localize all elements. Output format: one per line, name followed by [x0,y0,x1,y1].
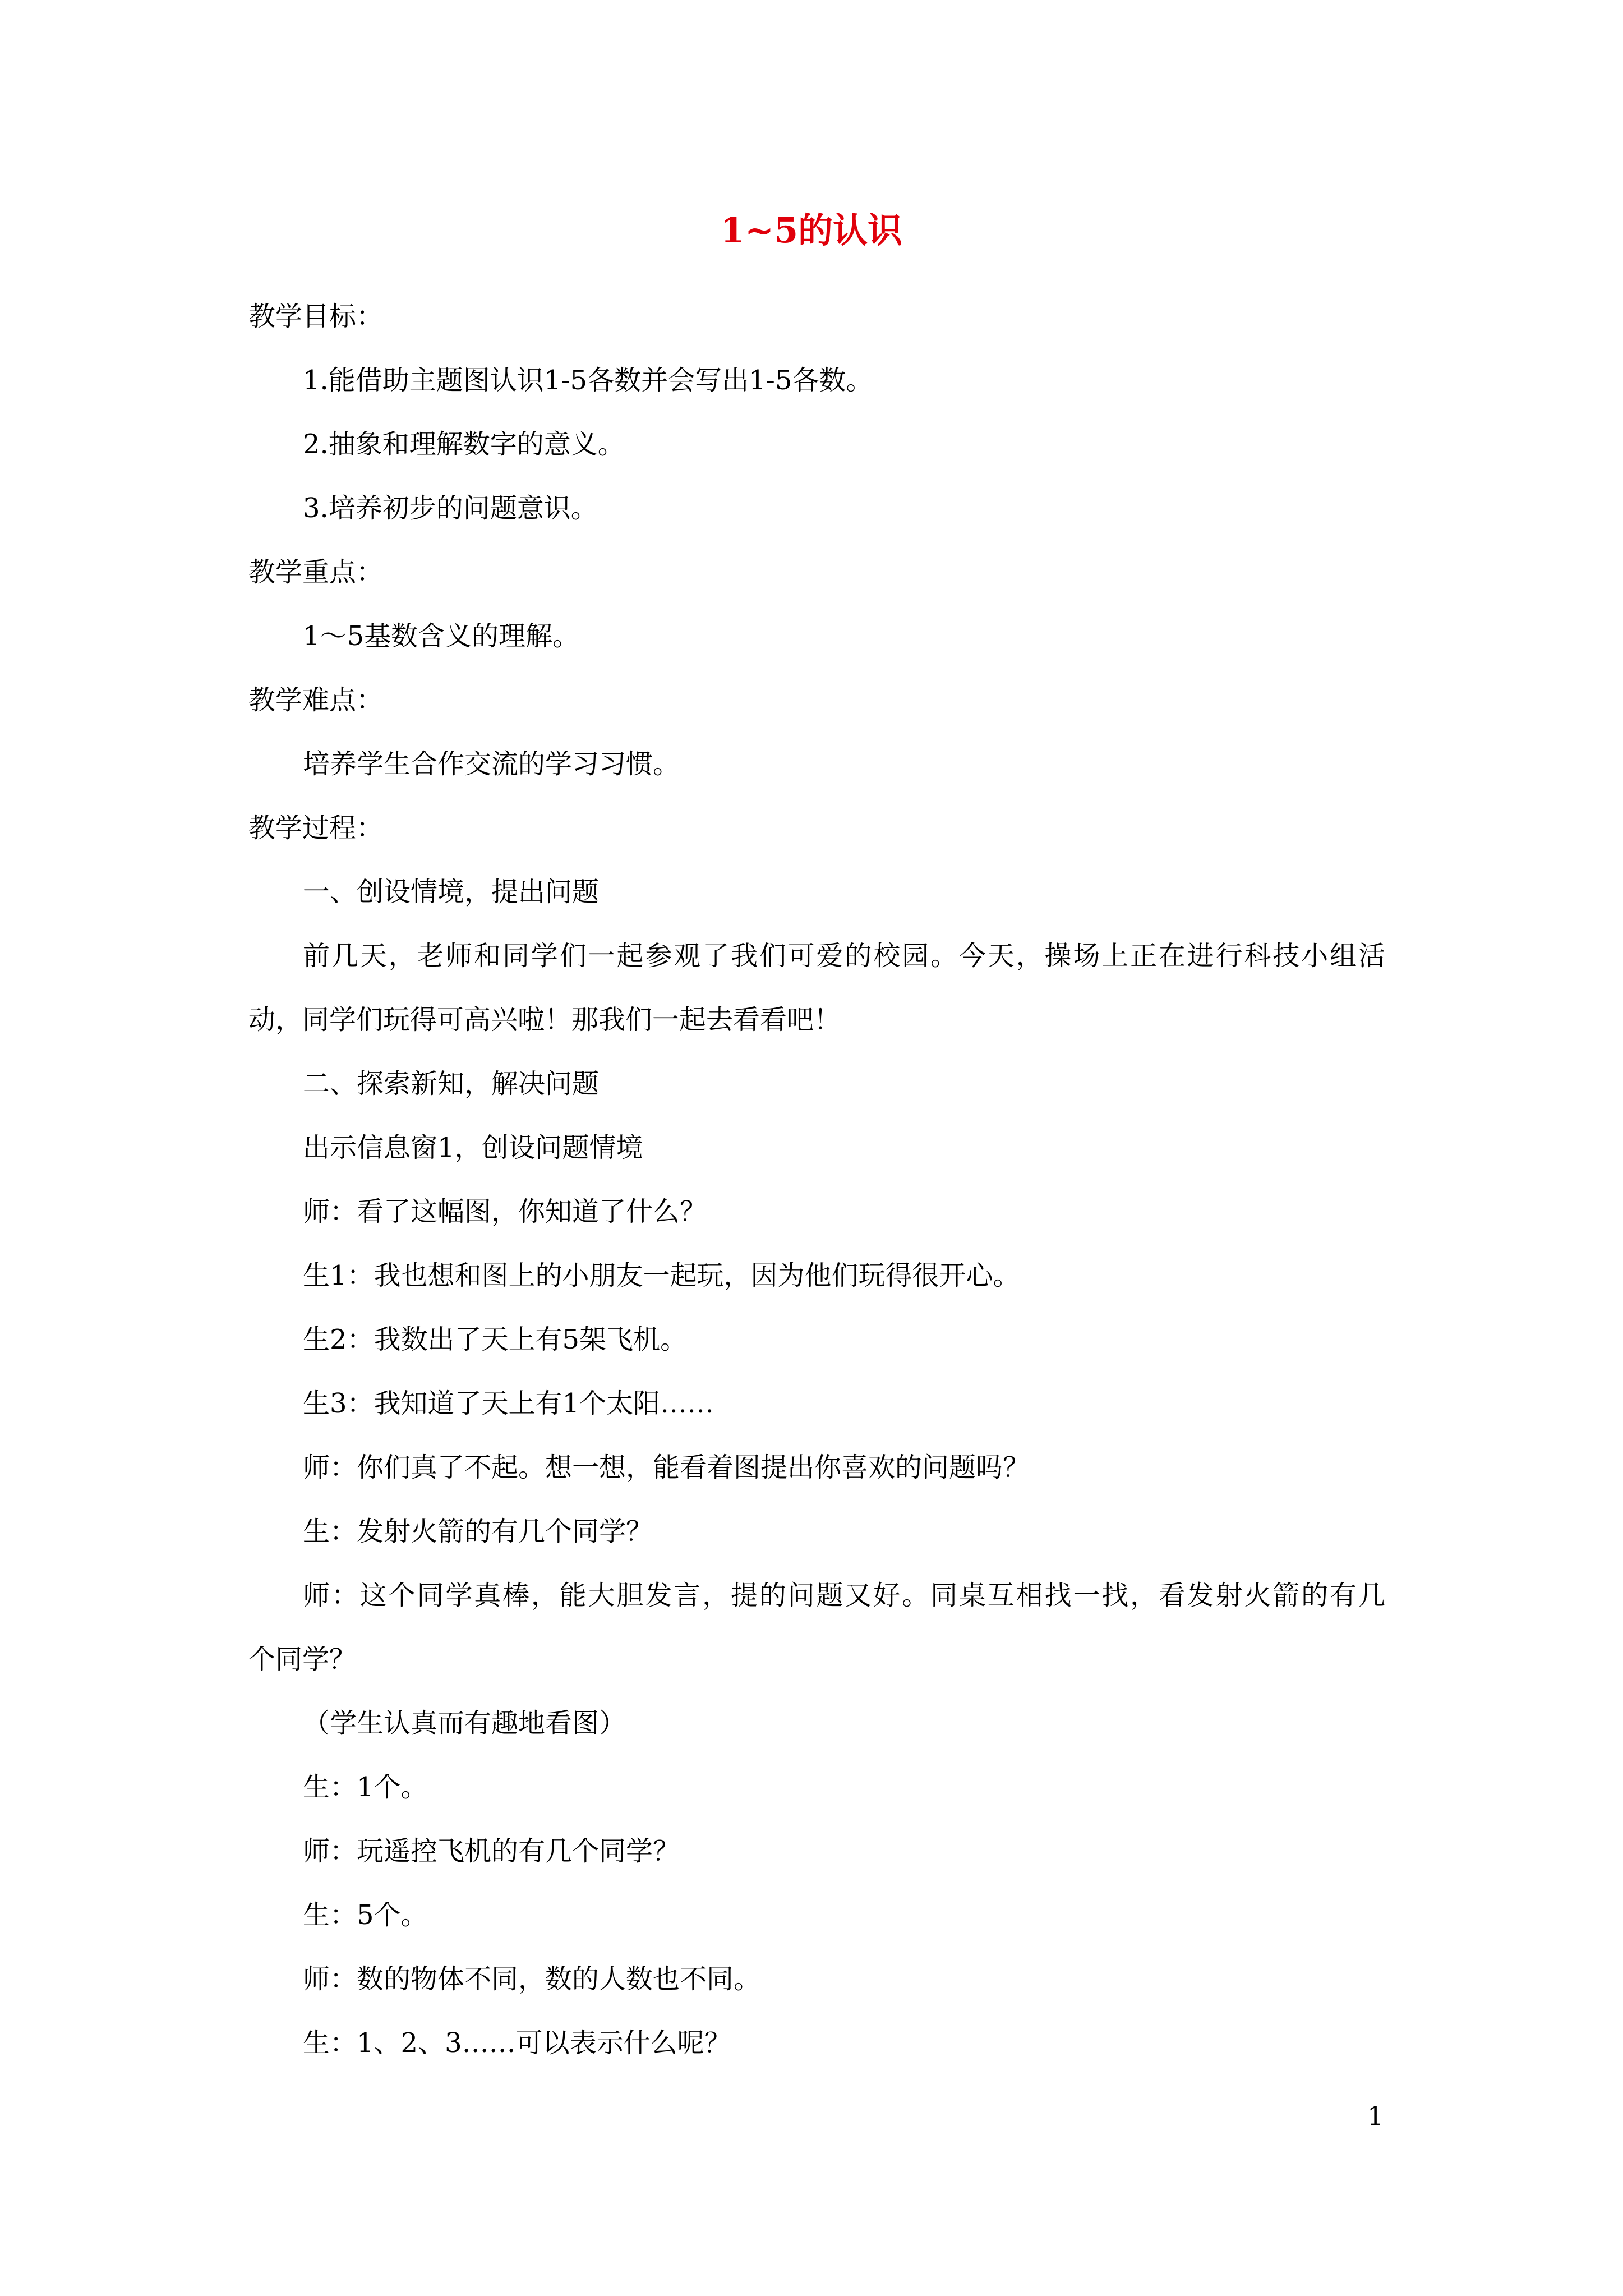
dialogue-line: （学生认真而有趣地看图） [303,1708,626,1739]
dialogue-line: 生：发射火箭的有几个同学？ [303,1516,653,1547]
key-point-text: 1～5基数含义的理解。 [303,620,580,652]
dialogue-line: 个同学？ [248,1644,357,1675]
document-title: 1~5的认识 [720,210,903,251]
section-heading-key-points: 教学重点： [248,556,384,588]
dialogue-line: 生1：我也想和图上的小朋友一起玩，因为他们玩得很开心。 [303,1260,1020,1291]
dialogue-line: 生2：我数出了天上有5架飞机。 [303,1324,688,1355]
dialogue-line: 生3：我知道了天上有1个太阳…… [303,1388,714,1419]
dialogue-line: 师：玩遥控飞机的有几个同学？ [303,1835,680,1867]
paragraph-line: 出示信息窗1，创设问题情境 [303,1132,643,1163]
paragraph-line: 前几天，老师和同学们一起参观了我们可爱的校园。今天，操场上正在进行科技小组活 [303,940,1385,972]
objective-item-3: 3.培养初步的问题意识。 [303,493,598,524]
dialogue-line: 师：你们真了不起。想一想，能看着图提出你喜欢的问题吗？ [303,1452,1030,1483]
dialogue-line: 生：1、2、3……可以表示什么呢？ [303,2027,731,2059]
process-step-1-heading: 一、创设情境，提出问题 [303,876,600,908]
section-heading-process: 教学过程： [248,812,384,844]
objective-item-1: 1.能借助主题图认识1-5各数并会写出1-5各数。 [303,365,873,396]
process-step-2-heading: 二、探索新知，解决问题 [303,1068,600,1099]
difficulty-text: 培养学生合作交流的学习习惯。 [303,748,680,780]
objective-item-2: 2.抽象和理解数字的意义。 [303,429,625,460]
section-heading-objectives: 教学目标： [248,301,384,332]
section-heading-difficulties: 教学难点： [248,684,384,716]
dialogue-line: 生：1个。 [303,1772,428,1803]
page-number: 1 [1367,2101,1384,2131]
paragraph-line: 动，同学们玩得可高兴啦！那我们一起去看看吧！ [248,1004,841,1036]
dialogue-line: 师：看了这幅图，你知道了什么？ [303,1196,707,1227]
dialogue-line: 生：5个。 [303,1899,428,1931]
dialogue-line: 师：这个同学真棒，能大胆发言，提的问题又好。同桌互相找一找，看发射火箭的有几 [303,1580,1385,1611]
dialogue-line: 师：数的物体不同，数的人数也不同。 [303,1963,761,1995]
